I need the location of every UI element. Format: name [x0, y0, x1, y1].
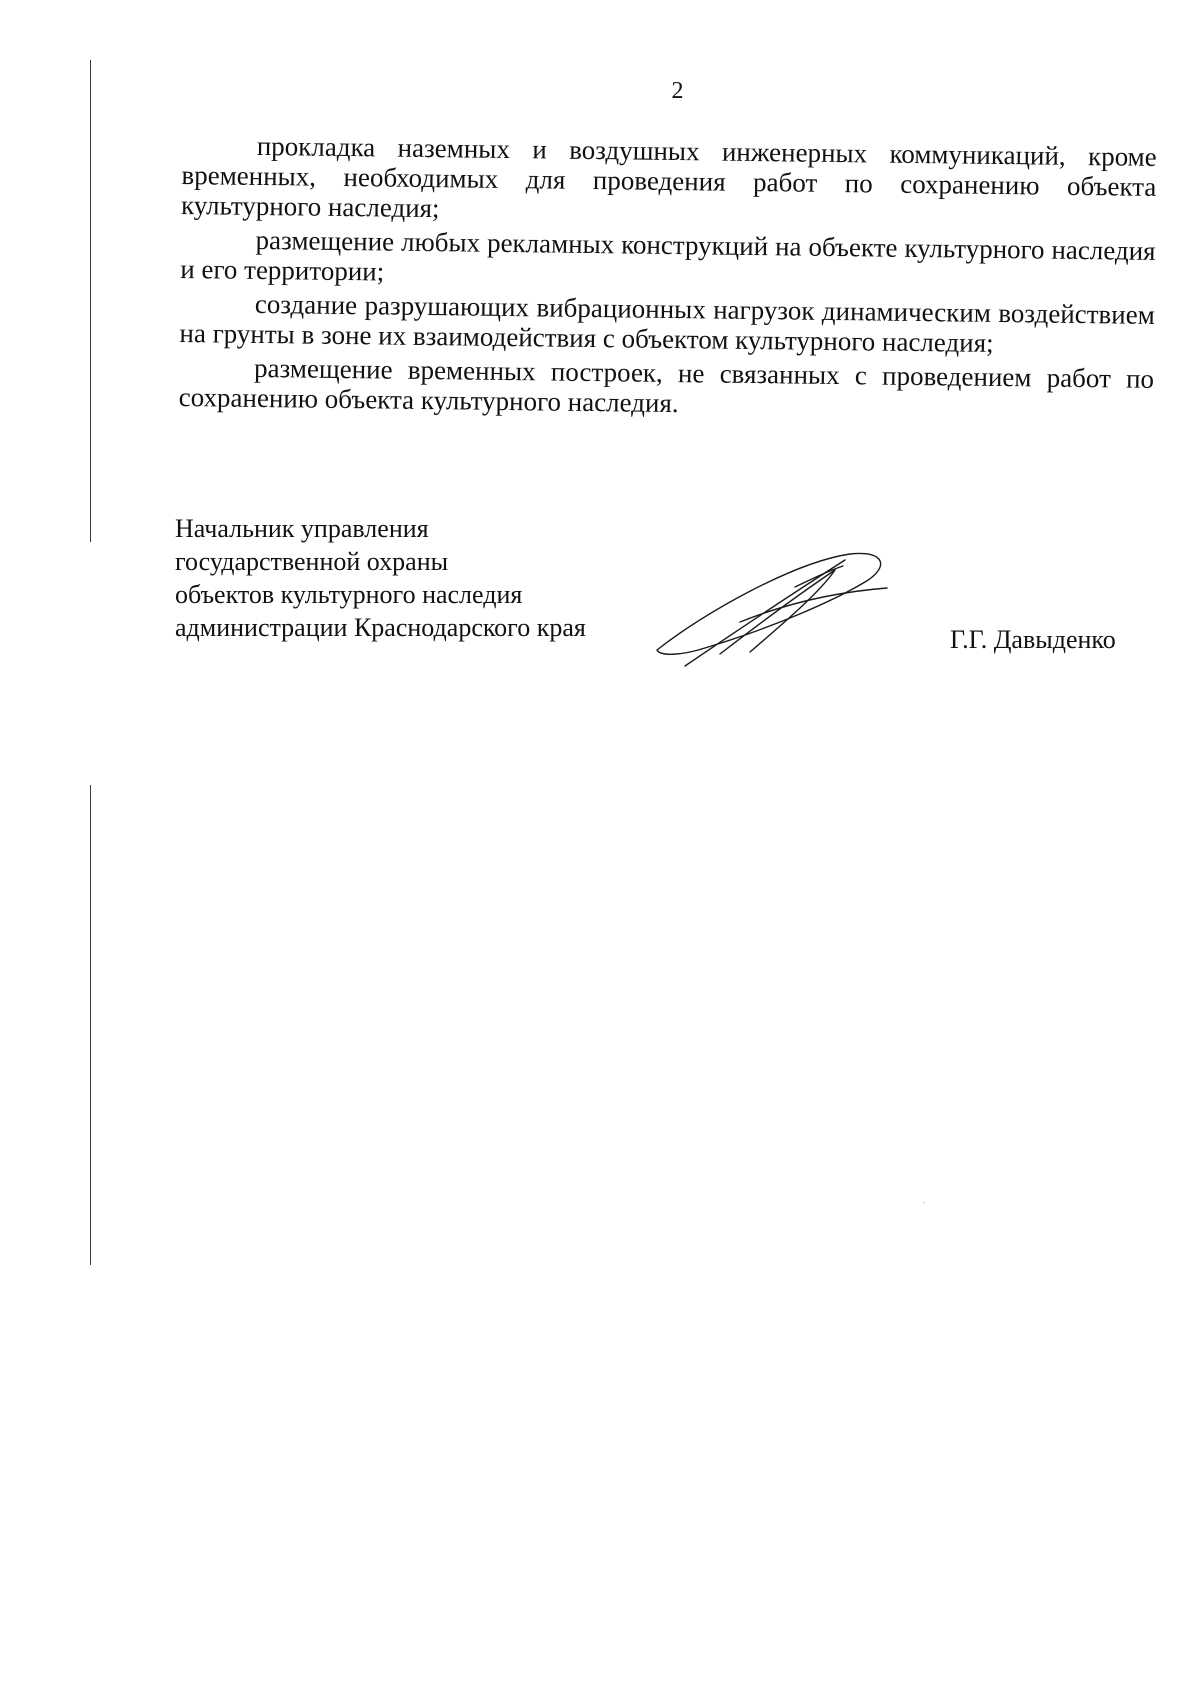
handwritten-signature: [645, 542, 905, 672]
left-margin-line-bottom: [90, 785, 91, 1265]
position-line: Начальник управления: [175, 514, 429, 543]
paragraph-temporary-buildings: размещение временных построек, не связанных с проведением работ по сохранению объекта культурного наследия.: [178, 352, 1155, 419]
signer-name: Г.Г. Давыденко: [950, 625, 1116, 654]
signer-position-title: [175, 512, 586, 644]
left-margin-line-top: [90, 60, 91, 542]
document-body: [179, 130, 1157, 428]
position-line: государственной охраны: [175, 547, 449, 576]
scan-artifact: [923, 1202, 925, 1203]
position-line: администрации Краснодарского края: [175, 613, 586, 642]
paragraph-vibration-loads: создание разрушающих вибрационных нагрузок динамическим воздействием на грунты в зоне их взаимодействия с объектом культурного наследия;: [179, 288, 1155, 358]
signature-block: [175, 512, 1135, 672]
page-number: 2: [671, 78, 684, 104]
position-line: объектов культурного наследия: [175, 580, 523, 609]
paragraph-engineering-communications: прокладка наземных и воздушных инженерных коммуникаций, кроме временных, необходимых для проведения работ по сохранению объекта культурного наследия;: [180, 130, 1157, 224]
paragraph-advertising-structures: размещение любых рекламных конструкций на объекте культурного наследия и его территории;: [180, 224, 1156, 287]
